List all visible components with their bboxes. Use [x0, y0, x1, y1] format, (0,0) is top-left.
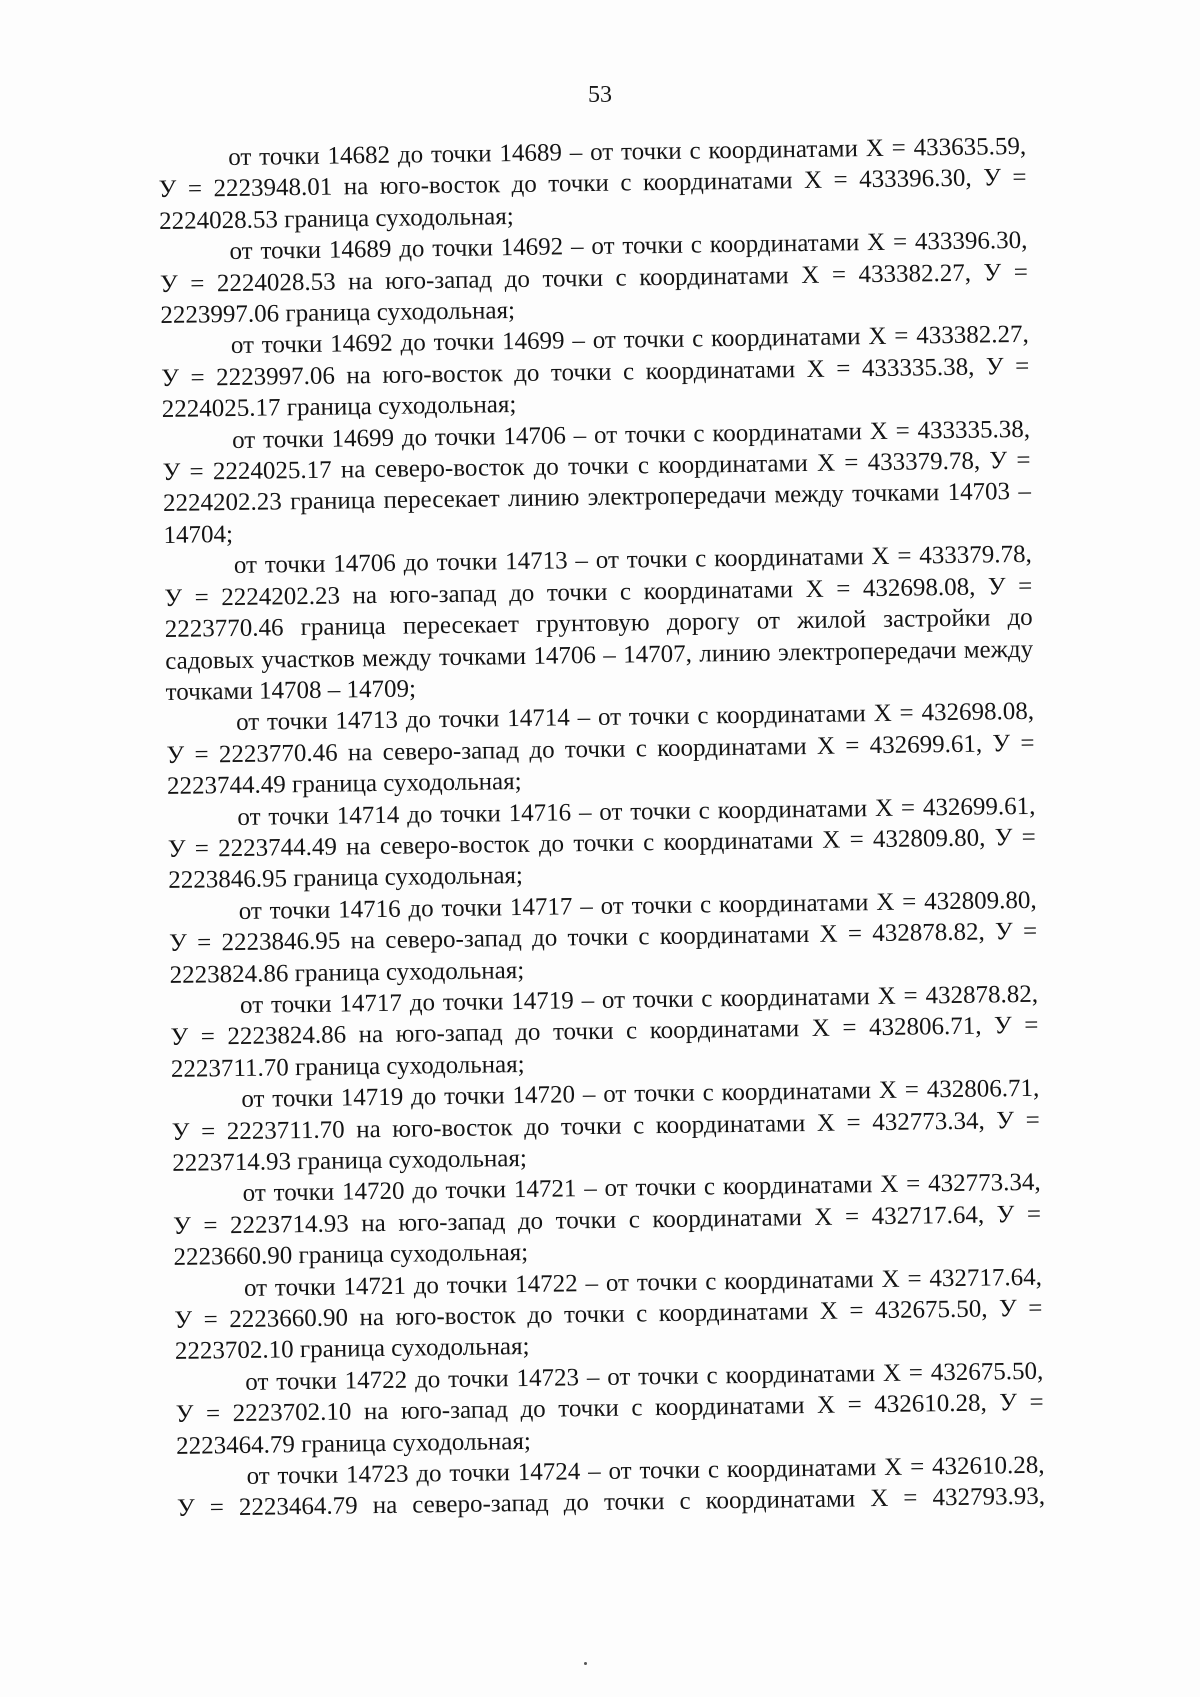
- boundary-segment-paragraph: от точки 14714 до точки 14716 – от точки с координатами X = 432699.61, У = 2223744.49 на северо-восток до точки с координатами X = 432809.80, У = 2223846.95 граница суходольная;: [167, 792, 1036, 895]
- boundary-segment-paragraph: от точки 14723 до точки 14724 – от точки с координатами X = 432610.28, У = 2223464.79 на северо-запад до точки с координатами X = 432793.93,: [176, 1451, 1046, 1523]
- boundary-segment-paragraph: от точки 14719 до точки 14720 – от точки с координатами X = 432806.71, У = 2223711.70 на юго-восток до точки с координатами X = 432773.34, У = 2223714.93 граница суходольная;: [171, 1074, 1040, 1177]
- page-number: 53: [588, 82, 612, 108]
- boundary-segment-paragraph: от точки 14722 до точки 14723 – от точки с координатами X = 432675.50, У = 2223702.10 на юго-запад до точки с координатами X = 432610.28, У = 2223464.79 граница суходольная;: [175, 1357, 1044, 1460]
- boundary-segment-paragraph: от точки 14716 до точки 14717 – от точки с координатами X = 432809.80, У = 2223846.95 на северо-запад до точки с координатами X = 432878.82, У = 2223824.86 граница суходольная;: [168, 886, 1038, 989]
- boundary-description-text: [158, 131, 1045, 1525]
- boundary-segment-paragraph: от точки 14717 до точки 14719 – от точки с координатами X = 432878.82, У = 2223824.86 на юго-запад до точки с координатами X = 432806.71, У = 2223711.70 граница суходольная;: [170, 980, 1039, 1083]
- boundary-segment-paragraph: от точки 14689 до точки 14692 – от точки с координатами X = 433396.30, У = 2224028.53 на юго-запад до точки с координатами X = 433382.27, У = 2223997.06 граница суходольная;: [159, 227, 1029, 330]
- boundary-segment-paragraph: от точки 14721 до точки 14722 – от точки с координатами X = 432717.64, У = 2223660.90 на юго-восток до точки с координатами X = 432675.50, У = 2223702.10 граница суходольная;: [174, 1263, 1043, 1366]
- boundary-segment-paragraph: от точки 14720 до точки 14721 – от точки с координатами X = 432773.34, У = 2223714.93 на юго-запад до точки с координатами X = 432717.64, У = 2223660.90 граница суходольная;: [172, 1169, 1042, 1272]
- boundary-segment-paragraph: от точки 14713 до точки 14714 – от точки с координатами X = 432698.08, У = 2223770.46 на северо-запад до точки с координатами X = 432699.61, У = 2223744.49 граница суходольная;: [166, 698, 1035, 801]
- boundary-segment-paragraph: от точки 14682 до точки 14689 – от точки с координатами X = 433635.59, У = 2223948.01 на юго-восток до точки с координатами X = 433396.30, У = 2224028.53 граница суходольная;: [158, 132, 1027, 235]
- boundary-segment-paragraph: от точки 14706 до точки 14713 – от точки с координатами X = 433379.78, У = 2224202.23 на юго-запад до точки с координатами X = 432698.08, У = 2223770.46 граница пересекает грунтовую дорогу от жилой застройки до садовых участков между точками 14706 – 14707, линию электропередачи между точками 14708 – 14709;: [164, 541, 1034, 706]
- scan-speck: [584, 1662, 587, 1665]
- boundary-segment-paragraph: от точки 14699 до точки 14706 – от точки с координатами X = 433335.38, У = 2224025.17 на северо-восток до точки с координатами X = 433379.78, У = 2224202.23 граница пересекает линию электропередачи между точками 14703 – 14704;: [162, 415, 1032, 549]
- boundary-segment-paragraph: от точки 14692 до точки 14699 – от точки с координатами X = 433382.27, У = 2223997.06 на юго-восток до точки с координатами X = 433335.38, У = 2224025.17 граница суходольная;: [161, 321, 1030, 424]
